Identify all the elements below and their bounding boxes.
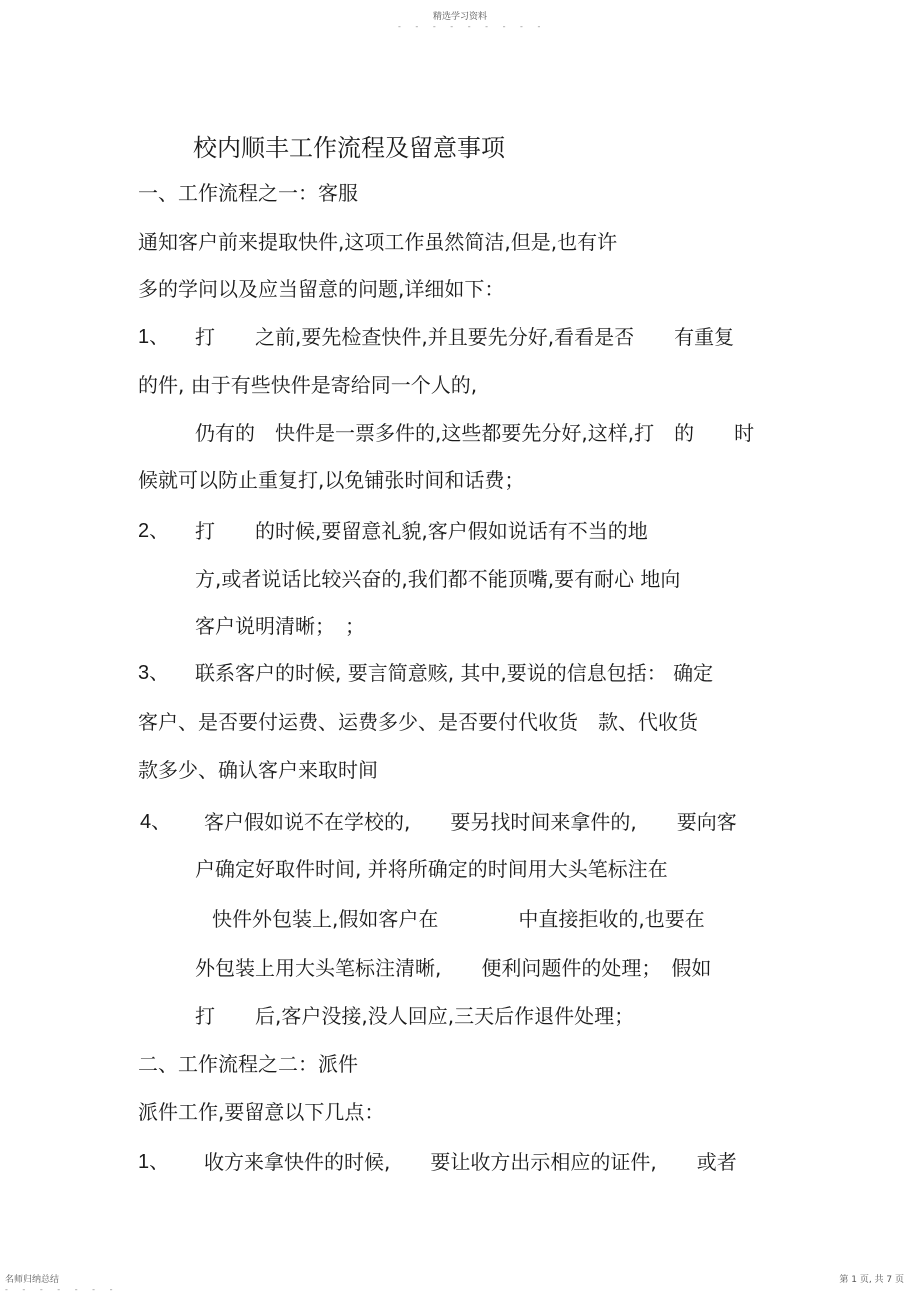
header-divider: - - - - - - - - - <box>398 22 547 31</box>
body-line: 款多少、确认客户来取时间 <box>138 758 378 782</box>
page-number: 第 1 页, 共 7 页 <box>839 1275 904 1285</box>
body-line: 客户假如说不在学校的, 要另找时间来拿件的, 要向客 <box>204 810 737 834</box>
body-line: 快件外包装上,假如客户在 中直接拒收的,也要在 <box>212 907 705 931</box>
page-header: 精选学习资料 <box>432 12 487 22</box>
list-number: 1、 <box>138 1151 170 1173</box>
document-title: 校内顺丰工作流程及留意事项 <box>193 134 505 162</box>
body-line: 联系客户的时候, 要言简意赅, 其中,要说的信息包括： 确定 <box>195 661 714 685</box>
body-line: 多的学问以及应当留意的问题,详细如下： <box>138 277 505 301</box>
list-number: 3、 <box>138 662 170 684</box>
body-line: 候就可以防止重复打,以免铺张时间和话费； <box>138 468 525 492</box>
body-line: 方,或者说话比较兴奋的,我们都不能顶嘴,要有耐心 地向 <box>195 567 681 591</box>
footer-left: 名师归纳总结 <box>5 1275 60 1285</box>
body-line: 打 后,客户没接,没人回应,三天后作退件处理； <box>195 1004 635 1028</box>
body-line: 二、工作流程之二：派件 <box>138 1052 358 1076</box>
body-line: 仍有的 快件是一票多件的,这些都要先分好,这样,打 的 时 <box>195 421 755 445</box>
list-number: 2、 <box>138 520 170 542</box>
body-line: 一、工作流程之一：客服 <box>138 181 358 205</box>
body-line: 收方来拿快件的时候, 要让收方出示相应的证件, 或者 <box>204 1150 737 1174</box>
body-line: 通知客户前来提取快件,这项工作虽然简洁,但是,也有许 <box>138 230 618 254</box>
body-line: 打 的时候,要留意礼貌,客户假如说话有不当的地 <box>195 519 648 543</box>
body-line: 户确定好取件时间, 并将所确定的时间用大头笔标注在 <box>195 857 668 881</box>
list-number: 1、 <box>138 326 170 348</box>
body-line: 打 之前,要先检查快件,并且要先分好,看看是否 有重复 <box>195 325 735 349</box>
body-line: 客户、是否要付运费、运费多少、是否要付代收货 款、代收货 <box>138 710 698 734</box>
body-line: 外包装上用大头笔标注清晰, 便利问题件的处理； 假如 <box>195 956 712 980</box>
body-line: 的件, 由于有些快件是寄给同一个人的, <box>138 373 478 397</box>
list-number: 4、 <box>140 811 172 833</box>
body-line: 客户说明清晰； ； <box>195 614 365 638</box>
body-line: 派件工作,要留意以下几点： <box>138 1100 385 1124</box>
footer-divider: - - - - - - - <box>5 1285 119 1294</box>
